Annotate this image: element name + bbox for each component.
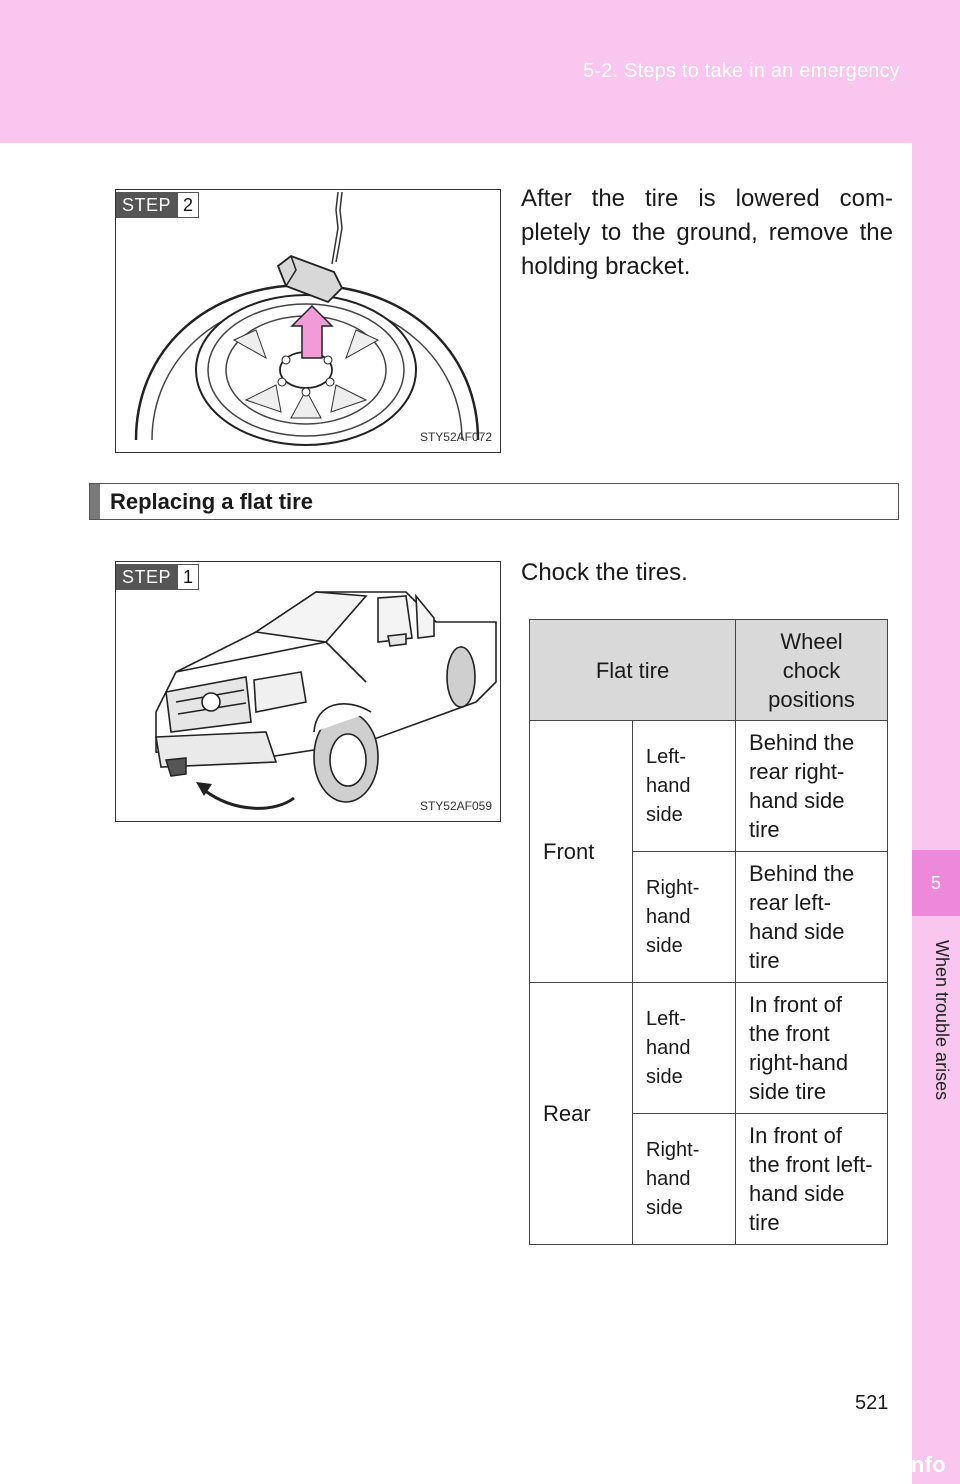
instruction-text: After the tire is lowered com-pletely to the ground, remove the holding bracket. bbox=[521, 185, 893, 280]
table-header-row bbox=[530, 620, 888, 721]
step-number: 2 bbox=[177, 192, 199, 218]
figure-code: STY52AF059 bbox=[419, 799, 492, 813]
step-number: 1 bbox=[177, 564, 199, 590]
chapter-label: When trouble arises bbox=[932, 940, 952, 1101]
truck-illustration bbox=[116, 562, 500, 821]
tire-side-cell: Right-hand side bbox=[633, 852, 736, 983]
watermark-text: carmanualsonline.info bbox=[706, 1452, 946, 1477]
header-flat-tire: Flat tire bbox=[530, 620, 736, 721]
tire-side-cell: Right-hand side bbox=[633, 1114, 736, 1245]
instruction-text: Chock the tires. bbox=[521, 559, 688, 586]
chapter-number: 5 bbox=[912, 850, 960, 916]
truck-chock-figure bbox=[115, 561, 501, 822]
section-heading-text: Replacing a flat tire bbox=[110, 488, 313, 514]
chock-position-cell: In front of the front left-hand side tire bbox=[736, 1114, 888, 1245]
chock-position-cell: Behind the rear right-hand side tire bbox=[736, 721, 888, 852]
spare-tire-illustration bbox=[116, 190, 500, 452]
page-number: 521 bbox=[855, 1392, 889, 1414]
chock-position-cell: Behind the rear left-hand side tire bbox=[736, 852, 888, 983]
heading-bar bbox=[90, 484, 100, 519]
table-row bbox=[530, 983, 888, 1114]
tire-location-cell: Rear bbox=[530, 983, 633, 1245]
section-title: 5-2. Steps to take in an emergency bbox=[583, 60, 900, 82]
wheel-chock-table bbox=[529, 619, 888, 1245]
step-badge bbox=[116, 564, 199, 590]
step-label: STEP bbox=[116, 192, 177, 218]
step-label: STEP bbox=[116, 564, 177, 590]
chapter-side-tab bbox=[912, 143, 960, 1484]
header-chock-positions: Wheel chock positions bbox=[736, 620, 888, 721]
spare-tire-figure bbox=[115, 189, 501, 453]
section-heading bbox=[89, 483, 899, 520]
table-row bbox=[530, 721, 888, 852]
figure-code: STY52AF072 bbox=[419, 430, 492, 444]
step-badge bbox=[116, 192, 199, 218]
tire-side-cell: Left-hand side bbox=[633, 983, 736, 1114]
tire-side-cell: Left-hand side bbox=[633, 721, 736, 852]
chock-position-cell: In front of the front right-hand side tire bbox=[736, 983, 888, 1114]
tire-location-cell: Front bbox=[530, 721, 633, 983]
page-header bbox=[0, 0, 960, 143]
